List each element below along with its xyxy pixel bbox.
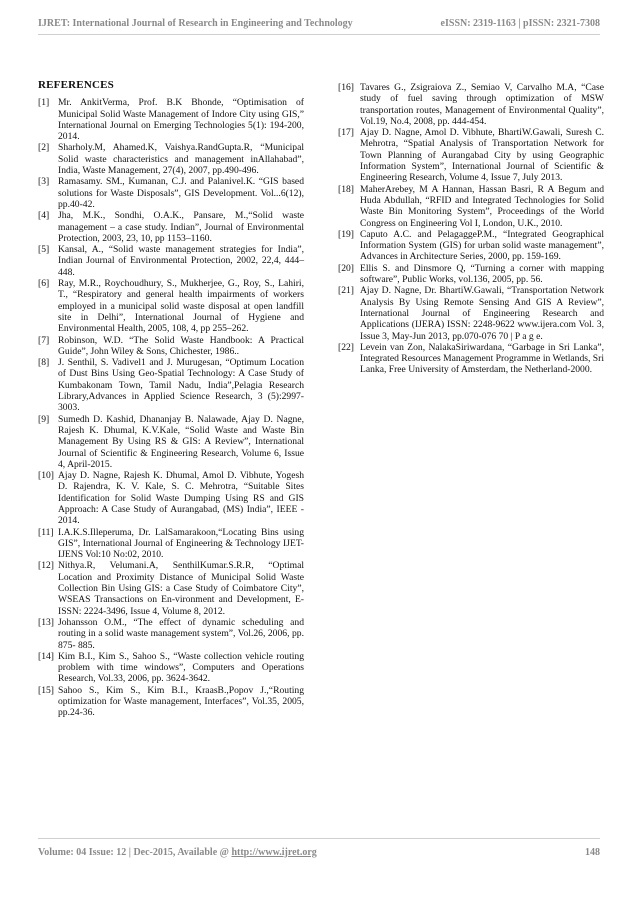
reference-number: [2] bbox=[38, 142, 50, 154]
reference-text: Levein van Zon, NalakaSiriwardana, “Garbage in Sri Lanka”, Integrated Resources Management Programme in Wetlands, Sri Lanka, Free University of Amsterdam, the Netherland-2000. bbox=[360, 341, 604, 376]
reference-number: [13] bbox=[38, 616, 54, 628]
reference-text: Kim B.I., Kim S., Sahoo S., “Waste collection vehicle routing problem with time windows”, Computers and Operations Research, Vol.33, 2006, pp. 3624-3642. bbox=[58, 650, 304, 685]
page-header bbox=[38, 18, 600, 29]
reference-item bbox=[338, 184, 604, 229]
reference-number: [14] bbox=[38, 650, 54, 662]
reference-text: Ray, M.R., Roychoudhury, S., Mukherjee, G., Roy, S., Lahiri, T., “Respiratory and general health impairments of workers employed in a municipal solid waste disposal at open landfill site in Delhi”, International Journal of Hygiene and Environmental Health, 2005, 108, 4, pp 255–262. bbox=[58, 278, 304, 335]
reference-item bbox=[38, 176, 304, 210]
reference-item bbox=[338, 229, 604, 263]
references-heading: REFERENCES bbox=[38, 79, 114, 91]
reference-number: [4] bbox=[38, 210, 50, 222]
reference-item bbox=[38, 414, 304, 470]
issn-info: eISSN: 2319-1163 | pISSN: 2321-7308 bbox=[440, 18, 600, 29]
reference-number: [1] bbox=[38, 97, 50, 109]
reference-text: Johansson O.M., “The effect of dynamic scheduling and routing in a solid waste management system”, Vol.26, 2006, pp. 875- 885. bbox=[58, 616, 304, 651]
reference-number: [12] bbox=[38, 560, 54, 572]
reference-item bbox=[38, 617, 304, 651]
reference-list-left bbox=[38, 97, 304, 718]
reference-text: Sharholy.M, Ahamed.K, Vaishya.RandGupta.R, “Municipal Solid waste characteristics and management inAllahabad”, India, Waste Management, 27(4), 2007, pp.490-496. bbox=[58, 142, 304, 177]
reference-item bbox=[38, 142, 304, 176]
reference-item bbox=[38, 244, 304, 278]
reference-item bbox=[38, 210, 304, 244]
reference-number: [15] bbox=[38, 684, 54, 696]
reference-item bbox=[38, 685, 304, 719]
reference-number: [19] bbox=[338, 228, 354, 240]
references-column-right bbox=[338, 82, 604, 376]
header-divider bbox=[38, 34, 600, 35]
reference-item bbox=[338, 263, 604, 286]
reference-item bbox=[38, 97, 304, 142]
reference-item bbox=[338, 127, 604, 183]
reference-number: [21] bbox=[338, 285, 354, 297]
reference-number: [10] bbox=[38, 470, 54, 482]
reference-text: I.A.K.S.Illeperuma, Dr. LalSamarakoon,“Locating Bins using GIS”, International Journal of Engineering & Technology IJET-IJENS Vol:10 No:02, 2010. bbox=[58, 526, 304, 561]
reference-text: Ramasamy. SM., Kumanan, C.J. and Palanivel.K. “GIS based solutions for Waste Disposals”, GIS Development. Vol...6(12), pp.40-42. bbox=[58, 176, 304, 210]
reference-item bbox=[38, 651, 304, 685]
reference-text: Mr. AnkitVerma, Prof. B.K Bhonde, “Optimisation of Municipal Solid Waste Management of Indore City using GIS,” International Journal on Emerging Technologies 5(1): 194-200, 2014. bbox=[58, 97, 304, 143]
page-number: 148 bbox=[585, 847, 600, 858]
reference-item bbox=[338, 342, 604, 376]
references-column-left bbox=[38, 80, 304, 719]
reference-number: [18] bbox=[338, 183, 354, 195]
reference-item bbox=[38, 335, 304, 358]
footer-volume-text: Volume: 04 Issue: 12 | Dec-2015, Available @ bbox=[38, 847, 232, 858]
reference-text: MaherArebey, M A Hannan, Hassan Basri, R A Begum and Huda Abdullah, “RFID and Integrated Technologies for Solid Waste Bin Monitoring System”, Proceedings of the World Congress on Engineering Vol I, London, U.K., 2010. bbox=[360, 183, 604, 229]
reference-number: [17] bbox=[338, 127, 354, 139]
footer-divider bbox=[38, 838, 600, 839]
reference-number: [6] bbox=[38, 278, 50, 290]
reference-text: Robinson, W.D. “The Solid Waste Handbook: A Practical Guide”, John Wiley & Sons, Chichester, 1986.. bbox=[58, 334, 304, 357]
reference-text: Ajay D. Nagne, Amol D. Vibhute, BhartiW.Gawali, Suresh C. Mehrotra, “Spatial Analysis of Transportation Network for Town Planning of Aurangabad City by using Geographic Information System”, International Journal of Scientific & Engineering Research, Volume 4, Issue 7, July 2013. bbox=[360, 127, 604, 184]
reference-item bbox=[38, 527, 304, 561]
reference-number: [16] bbox=[338, 82, 354, 93]
journal-title: IJRET: International Journal of Research in Engineering and Technology bbox=[38, 18, 353, 29]
reference-text: Sahoo S., Kim S., Kim B.I., KraasB.,Popov J.,“Routing optimization for Waste management, Interfaces”, Vol.35, 2005, pp.24-36. bbox=[58, 684, 304, 719]
reference-item bbox=[38, 278, 304, 334]
reference-item bbox=[38, 470, 304, 526]
reference-item bbox=[338, 285, 604, 341]
reference-number: [5] bbox=[38, 244, 50, 256]
reference-number: [20] bbox=[338, 262, 354, 274]
reference-number: [7] bbox=[38, 334, 50, 346]
reference-text: Ellis S. and Dinsmore Q, “Turning a corner with mapping software”, Public Works, vol.136, 2005, pp. 56. bbox=[360, 262, 604, 286]
reference-text: Ajay D. Nagne, Rajesh K. Dhumal, Amol D. Vibhute, Yogesh D. Rajendra, K. V. Kale, S. C. Mehrotra, “Suitable Sites Identification for Solid Waste Dumping Using RS and GIS Approach: A Case Study of Aurangabad, (MS) India”, IEEE - 2014. bbox=[58, 470, 304, 527]
reference-item bbox=[38, 357, 304, 413]
reference-item bbox=[38, 560, 304, 616]
footer-volume-info bbox=[38, 847, 317, 858]
reference-text: Jha, M.K., Sondhi, O.A.K., Pansare, M.,“Solid waste management – a case study. Indian”, Journal of Environmental Protection, 2003, 23, 10, pp 1153–1160. bbox=[58, 210, 304, 244]
reference-text: Ajay D. Nagne, Dr. BhartiW.Gawali, “Transportation Network Analysis By Using Remote Sensing And GIS A Review”, International Journal of Engineering Research and Applications (IJERA) ISSN: 2248-9622 www.ijera.com Vol. 3, Issue 3, May-Jun 2013, pp.070-076 70 | P a g e. bbox=[360, 285, 604, 342]
reference-number: [9] bbox=[38, 413, 50, 425]
reference-list-right bbox=[338, 82, 604, 376]
reference-number: [11] bbox=[38, 526, 54, 538]
reference-text: Caputo A.C. and PelagaggeP.M., “Integrated Geographical Information System (GIS) for urban solid waste management”, Advances in Architecture Series, 2000, pp. 159-169. bbox=[360, 228, 604, 263]
reference-text: Tavares G., Zsigraiova Z., Semiao V, Carvalho M.A, “Case study of fuel saving through optimization of MSW transportation routes, Management of Environmental Quality”, Vol.19, No.4, 2008, pp. 444-454. bbox=[360, 82, 604, 127]
reference-number: [3] bbox=[38, 176, 50, 188]
reference-text: Nithya.R, Velumani.A, SenthilKumar.S.R.R, “Optimal Location and Proximity Distance of Municipal Solid Waste Collection Bin Using GIS: a Case Study of Coimbatore City”, WSEAS Transactions on En-vironment and Development, E-ISSN: 2224-3496, Issue 4, Volume 8, 2012. bbox=[58, 560, 304, 617]
reference-number: [22] bbox=[338, 341, 354, 353]
journal-url-link[interactable]: http://www.ijret.org bbox=[231, 847, 317, 858]
reference-text: Sumedh D. Kashid, Dhananjay B. Nalawade, Ajay D. Nagne, Rajesh K. Dhumal, K.V.Kale, “Solid Waste and Waste Bin Management By Using RS & GIS: A Review”, International Journal of Scientific & Engineering Research, Volume 6, Issue 4, April-2015. bbox=[58, 413, 304, 470]
page-footer bbox=[38, 847, 600, 858]
reference-text: Kansal, A., “Solid waste management strategies for India”, Indian Journal of Environmental Protection, 2002, 22,4, 444–448. bbox=[58, 244, 304, 278]
reference-text: J. Senthil, S. Vadivel1 and J. Murugesan, “Optimum Location of Dust Bins Using Geo-Spatial Technology: A Case Study of Kumbakonam Town, Tamil Nadu, India”,Pelagia Research Library,Advances in Applied Science Research, 3 (5):2997-3003. bbox=[58, 357, 304, 414]
reference-number: [8] bbox=[38, 357, 50, 369]
reference-item bbox=[338, 82, 604, 127]
